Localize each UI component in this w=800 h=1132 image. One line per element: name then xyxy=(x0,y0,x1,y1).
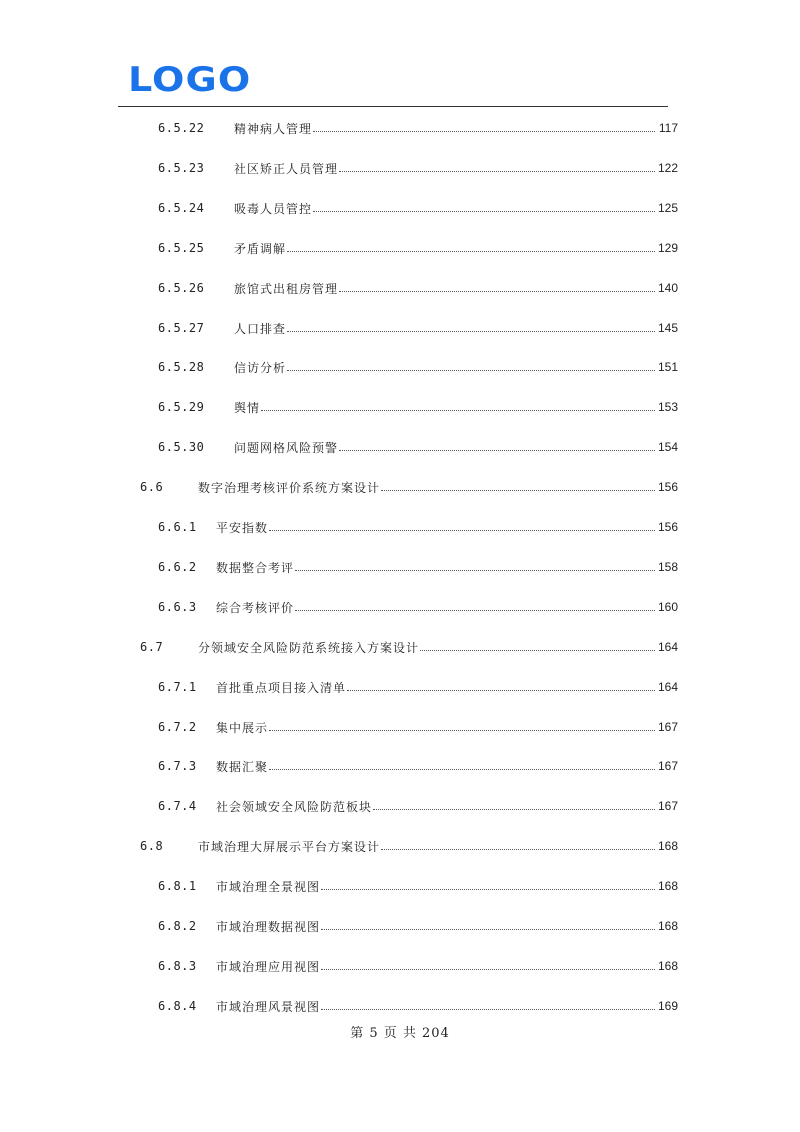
toc-entry[interactable] xyxy=(0,557,800,577)
toc-title-leader xyxy=(234,238,656,258)
toc-title-leader xyxy=(234,397,656,417)
toc-number: 6.5.23 xyxy=(158,160,205,175)
toc-title-leader xyxy=(234,278,656,298)
toc-number: 6.8.1 xyxy=(158,879,197,894)
dot-leader xyxy=(321,955,655,970)
toc-title: 市域治理数据视图 xyxy=(216,920,321,934)
toc-title: 问题网格风险预警 xyxy=(234,441,339,456)
toc-title-leader xyxy=(216,996,656,1016)
toc-title-leader xyxy=(216,876,656,896)
toc-entry[interactable] xyxy=(0,118,800,138)
dot-leader xyxy=(339,436,655,451)
toc-number: 6.7.2 xyxy=(158,719,197,734)
toc-title: 平安指数 xyxy=(216,521,269,535)
toc-entry[interactable] xyxy=(0,996,800,1016)
toc-number: 6.8.3 xyxy=(158,958,197,973)
toc-page-number: 151 xyxy=(657,360,678,375)
toc-entry[interactable] xyxy=(0,437,800,457)
toc-page-number: 160 xyxy=(657,599,678,614)
toc-number: 6.7.1 xyxy=(158,679,197,694)
toc-page-number: 168 xyxy=(657,919,678,933)
toc-title: 人口排查 xyxy=(234,321,287,336)
toc-page-number: 169 xyxy=(657,998,678,1013)
toc-title-leader xyxy=(216,597,656,617)
toc-entry[interactable] xyxy=(0,756,800,776)
toc-page-number: 140 xyxy=(657,280,678,295)
toc-page-number: 167 xyxy=(657,759,678,774)
toc-title-leader xyxy=(234,437,656,457)
toc-number: 6.6.2 xyxy=(158,559,197,574)
toc-page-number: 117 xyxy=(658,121,678,135)
toc-entry[interactable] xyxy=(0,717,800,737)
toc-entry[interactable] xyxy=(0,278,800,298)
toc-number: 6.7.4 xyxy=(158,799,197,814)
toc-number: 6.6.1 xyxy=(158,520,197,534)
toc-title: 分领域安全风险防范系统接入方案设计 xyxy=(198,640,420,655)
toc-number: 6.8 xyxy=(140,839,164,854)
toc-page-number: 158 xyxy=(657,559,678,574)
toc-title: 市域治理全景视图 xyxy=(216,880,321,895)
dot-leader xyxy=(313,117,655,132)
dot-leader xyxy=(313,197,655,212)
toc-page-number: 168 xyxy=(657,958,678,973)
toc-title: 旅馆式出租房管理 xyxy=(234,281,339,296)
dot-leader xyxy=(347,676,655,691)
toc-number: 6.5.26 xyxy=(158,280,205,295)
toc-number: 6.8.2 xyxy=(158,919,197,933)
dot-leader xyxy=(269,716,655,731)
dot-leader xyxy=(373,795,655,810)
toc-entry[interactable] xyxy=(0,677,800,697)
toc-title-leader xyxy=(234,357,656,377)
toc-title-leader xyxy=(234,318,656,338)
toc-title: 综合考核评价 xyxy=(216,600,295,615)
dot-leader xyxy=(321,875,655,890)
toc-title: 数字治理考核评价系统方案设计 xyxy=(198,481,381,496)
dot-leader xyxy=(339,157,655,172)
toc-entry[interactable] xyxy=(0,357,800,377)
toc-number: 6.8.4 xyxy=(158,998,197,1013)
toc-page-number: 156 xyxy=(657,520,678,534)
toc-page-number: 168 xyxy=(657,879,678,894)
page-footer: 第 5 页 共 204 xyxy=(350,1026,450,1041)
toc-title: 精神病人管理 xyxy=(234,122,313,136)
toc-number: 6.5.28 xyxy=(158,360,205,375)
toc-title-leader xyxy=(216,796,656,816)
toc-entry[interactable] xyxy=(0,238,800,258)
toc-title-leader xyxy=(216,916,656,936)
toc-title: 市域治理大屏展示平台方案设计 xyxy=(198,840,381,855)
toc-title: 市域治理应用视图 xyxy=(216,959,321,974)
toc-title-leader xyxy=(234,158,656,178)
toc-title: 市域治理风景视图 xyxy=(216,999,321,1014)
toc-page-number: 156 xyxy=(657,480,678,495)
toc-number: 6.5.24 xyxy=(158,200,205,215)
dot-leader xyxy=(321,915,655,930)
toc-title-leader xyxy=(216,517,656,537)
toc-page-number: 153 xyxy=(657,400,678,415)
toc-entry[interactable] xyxy=(0,836,800,856)
toc-title-leader xyxy=(216,717,656,737)
toc-title: 矛盾调解 xyxy=(234,241,287,256)
dot-leader xyxy=(295,596,655,611)
toc-title-leader xyxy=(198,637,656,657)
toc-entry[interactable] xyxy=(0,637,800,657)
toc-page-number: 122 xyxy=(657,160,678,175)
toc-title-leader xyxy=(234,198,656,218)
toc-title: 舆情 xyxy=(234,401,261,416)
dot-leader xyxy=(321,995,655,1010)
toc-title: 信访分析 xyxy=(234,361,287,376)
toc-number: 6.5.29 xyxy=(158,400,205,415)
dot-leader xyxy=(269,516,655,531)
toc-page-number: 129 xyxy=(657,240,678,255)
toc-title-leader xyxy=(198,836,656,856)
dot-leader xyxy=(420,636,655,651)
toc-entry[interactable] xyxy=(0,517,800,537)
dot-leader xyxy=(381,476,655,491)
toc-entry[interactable] xyxy=(0,477,800,497)
toc-title: 数据汇聚 xyxy=(216,760,269,775)
toc-title: 社区矫正人员管理 xyxy=(234,161,339,176)
toc-page-number: 167 xyxy=(657,799,678,814)
toc-title: 集中展示 xyxy=(216,720,269,735)
toc-number: 6.7 xyxy=(140,639,164,654)
toc-title: 首批重点项目接入清单 xyxy=(216,680,347,695)
toc-number: 6.6 xyxy=(140,480,164,495)
toc-number: 6.5.27 xyxy=(158,320,205,335)
toc-title-leader xyxy=(234,118,656,138)
toc-page-number: 154 xyxy=(657,440,678,455)
dot-leader xyxy=(261,396,655,411)
toc-title-leader xyxy=(198,477,656,497)
dot-leader xyxy=(287,356,655,371)
dot-leader xyxy=(287,237,655,252)
toc-title: 社会领域安全风险防范板块 xyxy=(216,800,373,815)
toc-page-number: 145 xyxy=(657,320,678,335)
toc-page-number: 167 xyxy=(657,719,678,734)
toc-entry[interactable] xyxy=(0,916,800,936)
dot-leader xyxy=(295,556,655,571)
toc-page-number: 168 xyxy=(657,839,678,854)
dot-leader xyxy=(287,317,655,332)
toc-title: 数据整合考评 xyxy=(216,560,295,575)
toc-title-leader xyxy=(216,557,656,577)
toc-entry[interactable] xyxy=(0,796,800,816)
toc-entry[interactable] xyxy=(0,876,800,896)
toc-number: 6.6.3 xyxy=(158,599,197,614)
toc-title-leader xyxy=(216,956,656,976)
toc-entry[interactable] xyxy=(0,158,800,178)
toc-number: 6.5.30 xyxy=(158,440,205,455)
toc-entry[interactable] xyxy=(0,397,800,417)
toc-page-number: 164 xyxy=(657,639,678,654)
dot-leader xyxy=(339,277,655,292)
dot-leader xyxy=(269,755,655,770)
toc-entry[interactable] xyxy=(0,318,800,338)
dot-leader xyxy=(381,835,655,850)
toc-page-number: 164 xyxy=(657,679,678,694)
toc-entry[interactable] xyxy=(0,597,800,617)
toc-number: 6.5.22 xyxy=(158,121,205,135)
logo: LOGO xyxy=(128,60,252,100)
toc-title: 吸毒人员管控 xyxy=(234,201,313,216)
toc-page-number: 125 xyxy=(657,200,678,215)
toc-title-leader xyxy=(216,677,656,697)
toc-number: 6.7.3 xyxy=(158,759,197,774)
toc-title-leader xyxy=(216,756,656,776)
toc-entry[interactable] xyxy=(0,956,800,976)
toc-entry[interactable] xyxy=(0,198,800,218)
toc-number: 6.5.25 xyxy=(158,240,205,255)
